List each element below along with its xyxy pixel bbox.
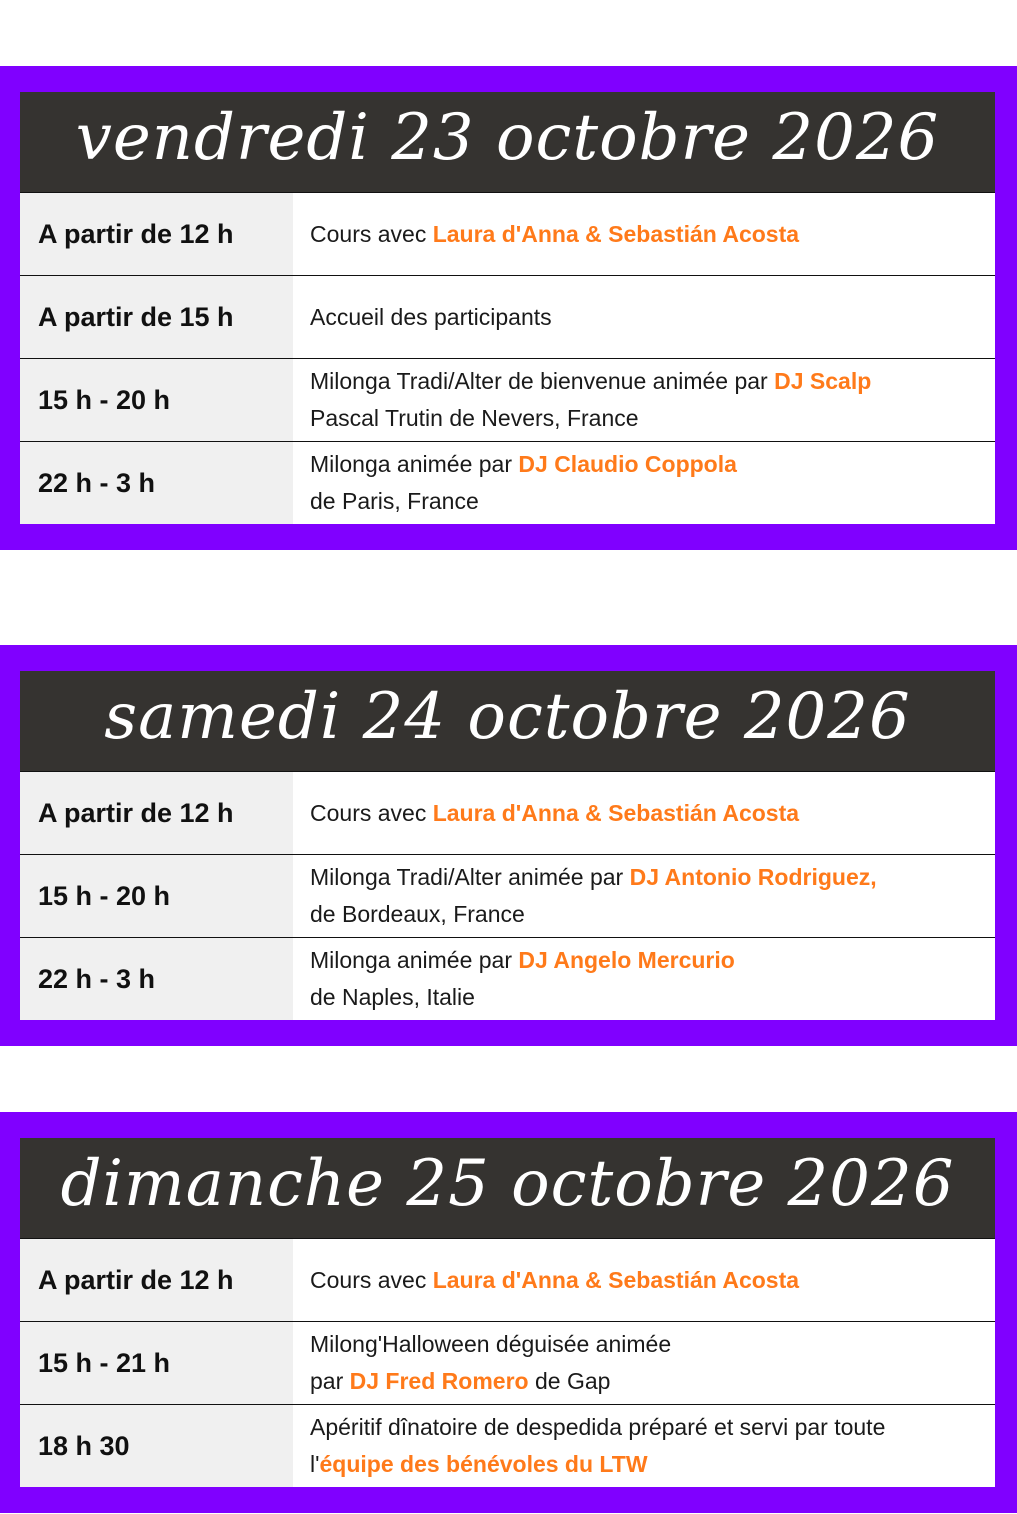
highlight-name: équipe des bénévoles du LTW [319, 1451, 648, 1477]
schedule-row [20, 937, 995, 1020]
time-cell: 15 h - 20 h [20, 855, 293, 937]
time-cell: 15 h - 20 h [20, 359, 293, 441]
description-text: Milonga animée par [310, 451, 519, 477]
highlight-name: DJ Claudio Coppola [518, 451, 737, 477]
description-text: Accueil des participants [310, 303, 552, 330]
description-text: par [310, 1368, 350, 1394]
highlight-name: DJ Angelo Mercurio [518, 947, 735, 973]
schedule-row [20, 1404, 995, 1487]
highlight-name: Laura d'Anna & Sebastián Acosta [432, 1266, 800, 1293]
schedule-row [20, 358, 995, 441]
description-text: Cours avec [310, 220, 433, 247]
description-text: de Paris, France [310, 488, 479, 514]
description-cell [293, 442, 995, 524]
time-cell: A partir de 12 h [20, 772, 293, 854]
time-cell: 22 h - 3 h [20, 938, 293, 1020]
highlight-name: DJ Scalp [774, 368, 872, 394]
highlight-name: Laura d'Anna & Sebastián Acosta [432, 799, 800, 826]
description-text: Pascal Trutin de Nevers, France [310, 405, 639, 431]
description-cell [293, 1405, 995, 1487]
description-cell [293, 938, 995, 1020]
description-cell [293, 359, 995, 441]
description-cell [293, 1322, 995, 1404]
time-cell: A partir de 12 h [20, 1239, 293, 1321]
time-cell: 18 h 30 [20, 1405, 293, 1487]
description-text: de Bordeaux, France [310, 901, 525, 927]
description-text: de Naples, Italie [310, 984, 475, 1010]
time-cell: 15 h - 21 h [20, 1322, 293, 1404]
highlight-name: DJ Antonio Rodriguez, [629, 864, 877, 890]
day-title: dimanche 25 octobre 2026 [20, 1138, 995, 1238]
day-title: samedi 24 octobre 2026 [20, 671, 995, 771]
schedule-row [20, 1238, 995, 1321]
time-cell: A partir de 15 h [20, 276, 293, 358]
description-text: Milonga Tradi/Alter animée par [310, 864, 630, 890]
schedule-row [20, 441, 995, 524]
time-cell: A partir de 12 h [20, 193, 293, 275]
schedule-row [20, 192, 995, 275]
description-cell [293, 855, 995, 937]
description-cell [293, 276, 995, 358]
description-text: Milonga animée par [310, 947, 519, 973]
schedule-row [20, 275, 995, 358]
schedule-row [20, 854, 995, 937]
description-text: de Gap [528, 1368, 611, 1394]
description-text: l' [310, 1451, 320, 1477]
description-text: Milong'Halloween déguisée animée [310, 1331, 672, 1357]
day-title: vendredi 23 octobre 2026 [20, 92, 995, 192]
description-cell [293, 772, 995, 854]
description-text: Milonga Tradi/Alter de bienvenue animée par [310, 368, 775, 394]
time-cell: 22 h - 3 h [20, 442, 293, 524]
schedule-row [20, 1321, 995, 1404]
highlight-name: Laura d'Anna & Sebastián Acosta [432, 220, 800, 247]
schedule-row [20, 771, 995, 854]
day-card-sunday [0, 1112, 1017, 1513]
description-text: Apéritif dînatoire de despedida préparé et servi par toute [310, 1414, 886, 1440]
description-cell [293, 1239, 995, 1321]
description-text: Cours avec [310, 799, 433, 826]
description-text: Cours avec [310, 1266, 433, 1293]
day-card-friday [0, 66, 1017, 550]
description-cell [293, 193, 995, 275]
day-card-saturday [0, 645, 1017, 1046]
highlight-name: DJ Fred Romero [349, 1368, 529, 1394]
